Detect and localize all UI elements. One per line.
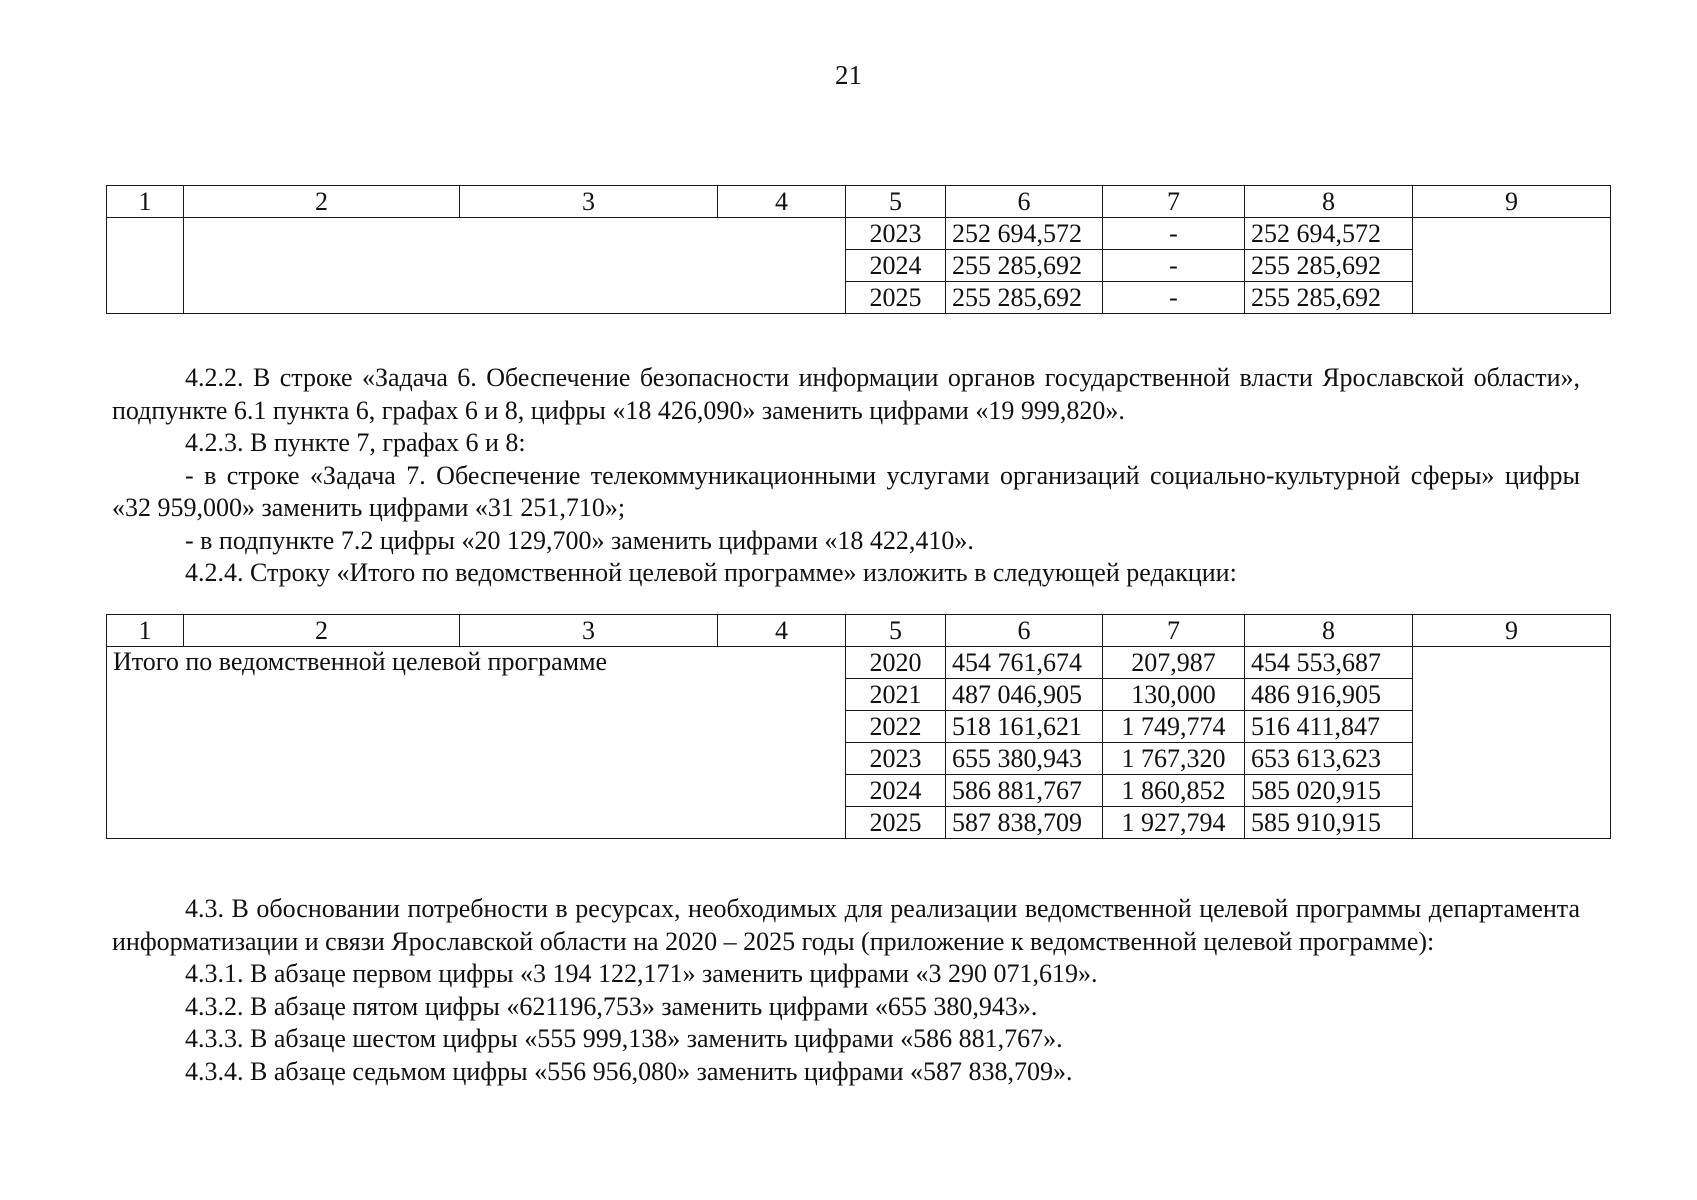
amount-cell: 1 927,794 [1103,807,1245,839]
header-cell: 1 [107,186,184,218]
paragraph: 4.3.2. В абзаце пятом цифры «621196,753» заменить цифрами «655 380,943». [185,991,1038,1021]
budget-table-continuation [106,185,1611,314]
year-cell: 2020 [846,647,946,679]
header-cell: 3 [460,186,718,218]
amount-cell: 653 613,623 [1245,743,1413,775]
amount-cell: - [1103,250,1245,282]
amount-cell: 518 161,621 [946,711,1103,743]
year-cell: 2024 [846,250,946,282]
header-cell: 2 [184,615,460,647]
header-cell: 5 [846,186,946,218]
header-cell: 5 [846,615,946,647]
amount-cell: 130,000 [1103,679,1245,711]
amount-cell: 255 285,692 [1245,282,1413,314]
table-row [107,218,1611,250]
paragraph: - в строке «Задача 7. Обеспечение телекоммуникационными услугами организаций социально-культурной сферы» цифры «32 959,000» заменить цифрами «31 251,710»; [112,460,1580,522]
year-cell: 2023 [846,743,946,775]
total-program-table [106,614,1611,839]
header-cell: 9 [1413,186,1611,218]
header-cell: 3 [460,615,718,647]
empty-cell [107,218,184,314]
empty-cell [1413,218,1611,314]
year-cell: 2021 [846,679,946,711]
amount-cell: 486 916,905 [1245,679,1413,711]
header-cell: 9 [1413,615,1611,647]
amount-cell: 487 046,905 [946,679,1103,711]
amount-cell: 255 285,692 [1245,250,1413,282]
paragraph: 4.2.3. В пункте 7, графах 6 и 8: [185,428,526,457]
amount-cell: 587 838,709 [946,807,1103,839]
header-cell: 7 [1103,615,1245,647]
table-header-row [107,615,1611,647]
amount-cell: 585 910,915 [1245,807,1413,839]
paragraph: - в подпункте 7.2 цифры «20 129,700» заменить цифрами «18 422,410». [185,525,974,555]
year-cell: 2024 [846,775,946,807]
total-label-cell: Итого по ведомственной целевой программе [107,647,846,839]
amount-cell: 586 881,767 [946,775,1103,807]
amount-cell: 454 553,687 [1245,647,1413,679]
amendments-section-4-3 [112,893,1580,1088]
amount-cell: 252 694,572 [1245,218,1413,250]
page-number: 21 [835,60,862,90]
header-cell: 6 [946,615,1103,647]
paragraph: 4.3.1. В абзаце первом цифры «3 194 122,171» заменить цифрами «3 290 071,619». [185,959,1098,988]
paragraph: 4.2.2. В строке «Задача 6. Обеспечение безопасности информации органов государственной власти Ярославской области», подпункте 6.1 пункта 6, графах 6 и 8, цифры «18 426,090» заменить цифрами «19 999,820». [112,363,1580,425]
amount-cell: - [1103,282,1245,314]
header-cell: 6 [946,186,1103,218]
amount-cell: 255 285,692 [946,282,1103,314]
header-cell: 2 [184,186,460,218]
empty-cell [184,218,846,314]
amendments-section-4-2 [112,362,1580,590]
amount-cell: 255 285,692 [946,250,1103,282]
amount-cell: 252 694,572 [946,218,1103,250]
header-cell: 7 [1103,186,1245,218]
year-cell: 2025 [846,807,946,839]
table-row [107,647,1611,679]
empty-cell [1413,647,1611,839]
header-cell: 4 [718,186,846,218]
amount-cell: 454 761,674 [946,647,1103,679]
amount-cell: 1 860,852 [1103,775,1245,807]
header-cell: 1 [107,615,184,647]
year-cell: 2022 [846,711,946,743]
table-header-row [107,186,1611,218]
amount-cell: 516 411,847 [1245,711,1413,743]
paragraph: 4.3. В обосновании потребности в ресурсах, необходимых для реализации ведомственной целевой программы департамента информатизации и связи Ярославской области на 2020 – 2025 годы (приложение к ведомственной целевой программе): [112,894,1580,956]
header-cell: 4 [718,615,846,647]
amount-cell: 1 767,320 [1103,743,1245,775]
amount-cell: - [1103,218,1245,250]
header-cell: 8 [1245,186,1413,218]
amount-cell: 585 020,915 [1245,775,1413,807]
amount-cell: 1 749,774 [1103,711,1245,743]
paragraph: 4.2.4. Строку «Итого по ведомственной целевой программе» изложить в следующей редакции: [185,558,1237,587]
amount-cell: 655 380,943 [946,743,1103,775]
year-cell: 2023 [846,218,946,250]
paragraph: 4.3.3. В абзаце шестом цифры «555 999,138» заменить цифрами «586 881,767». [185,1024,1063,1053]
paragraph: 4.3.4. В абзаце седьмом цифры «556 956,080» заменить цифрами «587 838,709». [185,1056,1073,1086]
year-cell: 2025 [846,282,946,314]
amount-cell: 207,987 [1103,647,1245,679]
header-cell: 8 [1245,615,1413,647]
